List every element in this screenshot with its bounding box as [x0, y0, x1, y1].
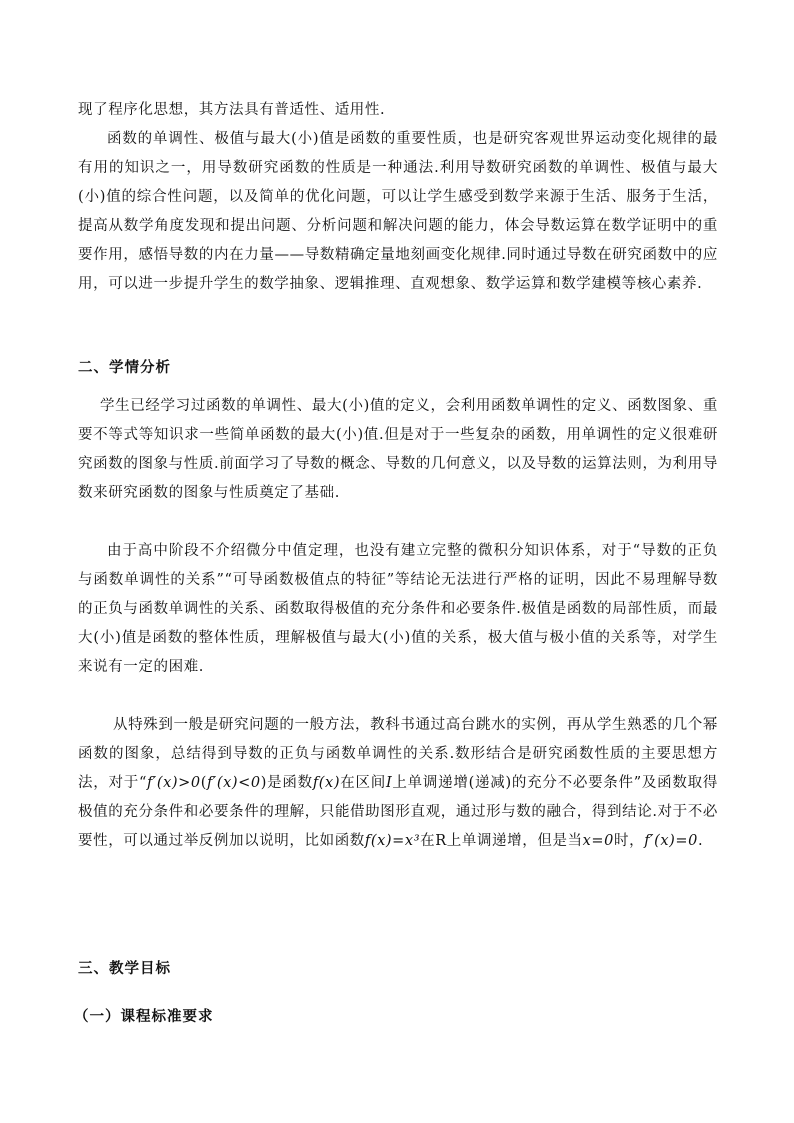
- text-run: 在区间: [340, 775, 386, 791]
- text-run: 上单调递增(递减)的充分不必要条件”及函数取得极值的充分条件和必要条件的理解，只能借助图形直观，通过形与数的融合，得到结论.对于不必要性，可以通过举反例加以说明，比如函数: [78, 775, 718, 849]
- text-run: 在: [420, 833, 436, 849]
- heading-curriculum-requirements: （一）课程标准要求: [74, 1009, 214, 1025]
- math-domain-r: R: [435, 833, 447, 849]
- heading-teaching-goals: 三、教学目标: [78, 961, 171, 977]
- text-run: 从特殊到一般是研究问题的一般方法，教科书通过高台跳水的实例，再从学生熟悉的几个幂函数的图象，总结得到导数的正负与函数单调性的关系.数形结合是研究函数性质的主要思想方法，对于“: [78, 717, 718, 791]
- text-run: 上单调递增，但是当: [446, 833, 583, 849]
- text-run: 时，: [614, 833, 645, 849]
- paragraph-function-properties: 函数的单调性、极值与最大(小)值是函数的重要性质，也是研究客观世界运动变化规律的最有用的知识之一，用导数研究函数的性质是一种通法.利用导数研究函数的单调性、极值与最大(小)值的综合性问题，以及简单的优化问题，可以让学生感受到数学来源于生活、服务于生活，提高从数学角度发现和提出问题、分析问题和解决问题的能力，体会导数运算在数学证明中的重要作用，感悟导数的内在力量——导数精确定量地刻画变化规律.同时通过导数在研究函数中的应用，可以进一步提升学生的数学抽象、逻辑推理、直观想象、数学运算和数学建模等核心素养.: [78, 131, 718, 292]
- math-derivative-zero: f′(x)=0: [644, 833, 698, 849]
- text-run: .: [697, 833, 704, 849]
- math-paren-open: (: [200, 775, 207, 791]
- math-paren-close: ): [260, 775, 267, 791]
- paragraph-difficulties: 由于高中阶段不介绍微分中值定理，也没有建立完整的微积分知识体系，对于“导数的正负与函数单调性的关系”“可导函数极值点的特征”等结论无法进行严格的证明，因此不易理解导数的正负与函数单调性的关系、函数取得极值的充分条件和必要条件.极值是函数的局部性质，而最大(小)值是函数的整体性质，理解极值与最大(小)值的关系，极大值与极小值的关系等，对学生来说有一定的困难.: [78, 543, 718, 675]
- math-example-cubic: f(x)=x³: [364, 833, 421, 849]
- paragraph-prior-knowledge: 学生已经学习过函数的单调性、最大(小)值的定义，会利用函数单调性的定义、函数图象、重要不等式等知识求一些简单函数的最大(小)值.但是对于一些复杂的函数，用单调性的定义很难研究函数的图象与性质.前面学习了导数的概念、导数的几何意义，以及导数的运算法则，为利用导数来研究函数的图象与性质奠定了基础.: [78, 398, 718, 501]
- math-function-f: f(x): [312, 775, 341, 791]
- paragraph-method: [78, 711, 718, 856]
- text-run: 是函数: [266, 775, 313, 791]
- math-interval-i: I: [385, 775, 393, 791]
- heading-student-analysis: 二、学情分析: [78, 360, 171, 376]
- math-x-zero: x=0: [582, 833, 615, 849]
- paragraph-intro-tail: 现了程序化思想，其方法具有普适性、适用性.: [78, 102, 386, 118]
- math-derivative-positive: f′(x)>0: [146, 775, 201, 791]
- math-derivative-negative: f′(x)<0: [206, 775, 261, 791]
